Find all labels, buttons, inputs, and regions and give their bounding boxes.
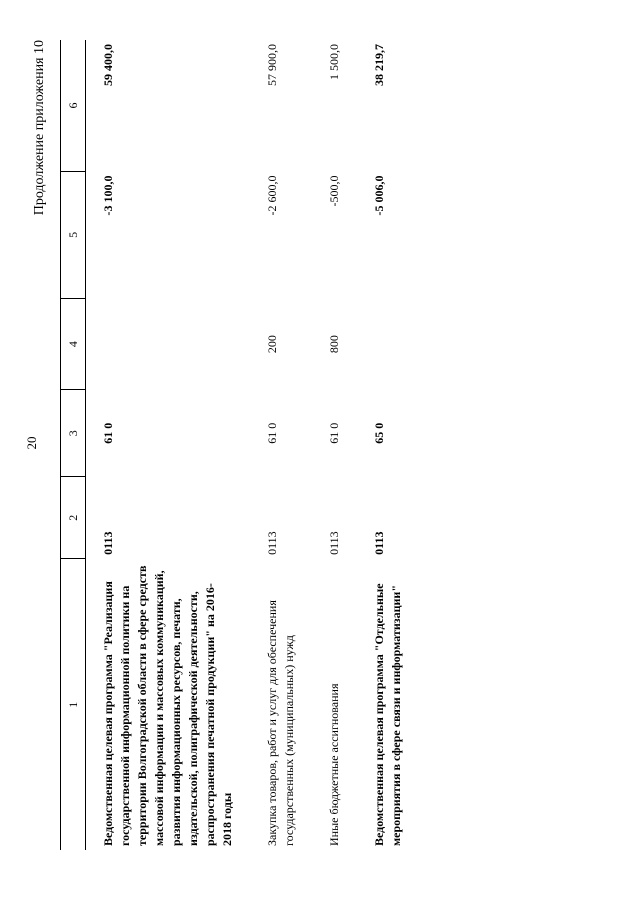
header-col-2: 2	[61, 477, 86, 559]
row-amount: 1 500,0	[327, 44, 341, 80]
row-change: -500,0	[327, 175, 341, 207]
table-row	[86, 40, 247, 850]
header-col-3: 3	[61, 390, 86, 477]
row-type	[86, 298, 247, 390]
header-col-1: 1	[61, 559, 86, 850]
row-section: 0113	[101, 531, 115, 555]
row-change: -2 600,0	[265, 175, 279, 216]
row-target: 61 0	[101, 422, 115, 444]
row-name: Ведомственная целевая программа "Отдельные мероприятия в сфере связи и информатизации"	[372, 583, 403, 846]
continuation-caption: Продолжение приложения 10	[32, 40, 47, 216]
row-name: Иные бюджетные ассигнования	[327, 683, 341, 846]
row-section: 0113	[265, 531, 279, 555]
row-target: 61 0	[327, 422, 341, 444]
table-row	[246, 40, 308, 850]
row-section: 0113	[327, 531, 341, 555]
table-row	[308, 40, 353, 850]
header-col-5: 5	[61, 172, 86, 299]
table-row	[353, 40, 415, 850]
row-name: Закупка товаров, работ и услуг для обеспечения государственных (муниципальных) нужд	[265, 600, 296, 846]
row-amount: 38 219,7	[372, 44, 386, 86]
row-type	[353, 298, 415, 390]
row-section: 0113	[372, 531, 386, 555]
row-name: Ведомственная целевая программа "Реализация государственной информационной политики на территории Волгоградской области в сфере средств массовой информации и массовых коммуникаций, развития информационных ресурсов, печати, издательской, полиграфической деятельности, распространения печатной продукции" на 2016-2018 годы	[101, 565, 234, 846]
row-change: -5 006,0	[372, 175, 386, 216]
row-target: 61 0	[265, 422, 279, 444]
page-number: 20	[24, 436, 39, 450]
row-type: 200	[265, 335, 279, 354]
row-change: -3 100,0	[101, 175, 115, 216]
row-target: 65 0	[372, 422, 386, 444]
header-col-4: 4	[61, 298, 86, 390]
header-col-6: 6	[61, 40, 86, 172]
row-amount: 57 900,0	[265, 44, 279, 86]
budget-table	[60, 40, 415, 850]
row-type: 800	[327, 335, 341, 354]
header-row	[61, 40, 86, 850]
row-amount: 59 400,0	[101, 44, 115, 86]
